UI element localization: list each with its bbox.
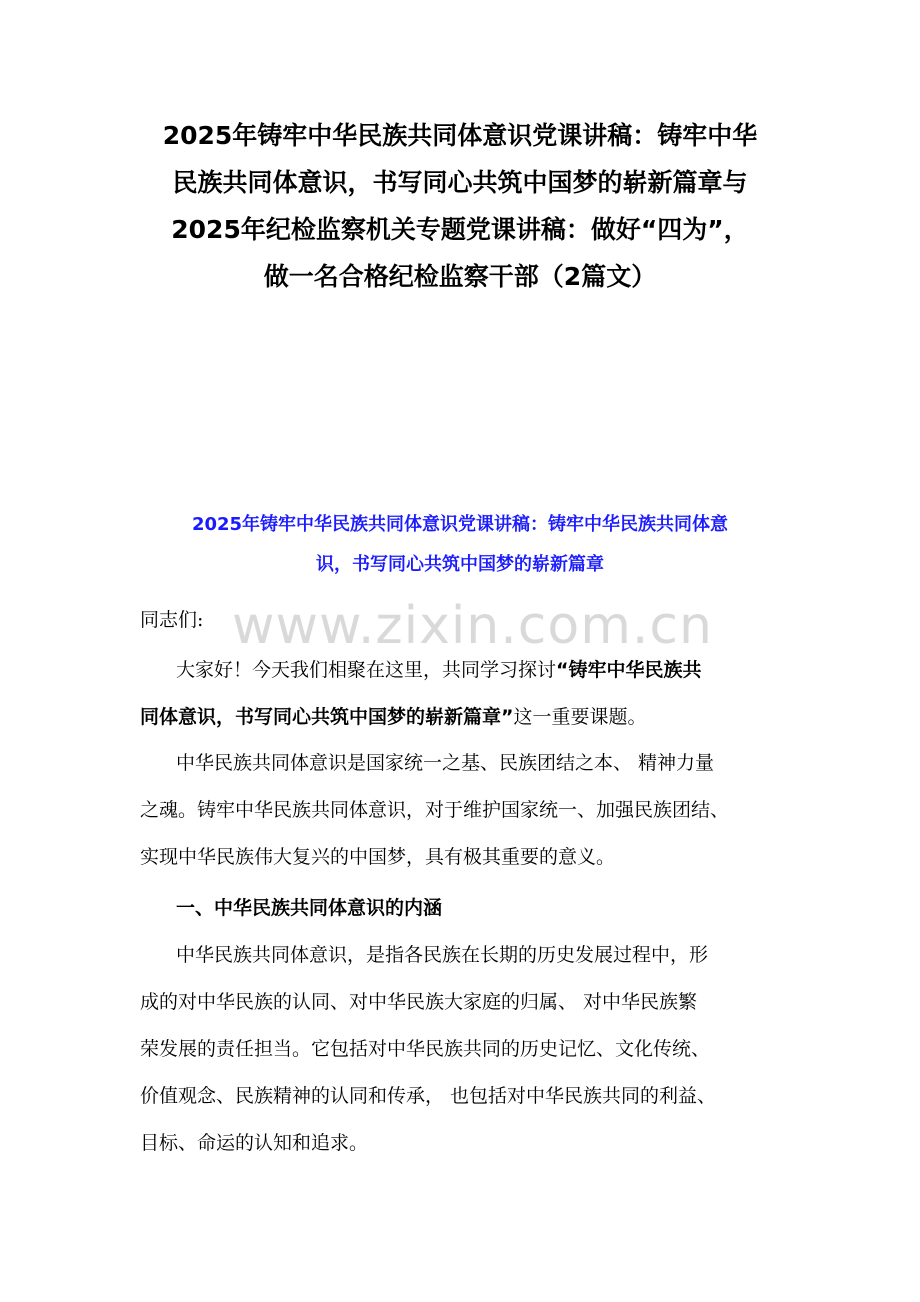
paragraph-line: 实现中华民族伟大复兴的中国梦，具有极其重要的意义。 <box>140 846 616 868</box>
emphasis-text: “铸牢中华民族共 <box>556 659 702 681</box>
section-heading-text: 一、中华民族共同体意识的内涵 <box>176 897 443 919</box>
section-title <box>130 505 790 585</box>
paragraph-line: 成的对中华民族的认同、对中华民族大家庭的归属、 对中华民族繁 <box>140 991 698 1013</box>
section-heading <box>140 885 790 932</box>
document-title-line: 2025年铸牢中华民族共同体意识党课讲稿：铸牢中华 <box>162 121 758 150</box>
document-title-line: 民族共同体意识，书写同心共筑中国梦的崭新篇章与 <box>172 168 748 197</box>
section-title-line: 2025年铸牢中华民族共同体意识党课讲稿：铸牢中华民族共同体意 <box>191 514 729 535</box>
greeting-text: 同志们: <box>140 609 204 631</box>
paragraph-line: 之魂。铸牢中华民族共同体意识，对于维护国家统一、加强民族团结、 <box>140 799 730 821</box>
plain-text: 大家好！今天我们相聚在这里，共同学习探讨 <box>176 659 557 681</box>
paragraph-definition <box>140 932 790 1167</box>
paragraph-intro <box>140 647 790 741</box>
paragraph-line: 荣发展的责任担当。它包括对中华民族共同的历史记忆、文化传统、 <box>140 1038 711 1060</box>
document-title-line: 做一名合格纪检监察干部（2篇文） <box>263 262 657 291</box>
paragraph-line: 中华民族共同体意识，是指各民族在长期的历史发展过程中，形 <box>176 944 709 966</box>
paragraph-line <box>140 647 790 694</box>
watermark: www.zixin.com.cn <box>232 596 713 656</box>
emphasis-text: 同体意识，书写同心共筑中国梦的崭新篇章” <box>140 706 514 728</box>
paragraph-line: 中华民族共同体意识是国家统一之基、民族团结之本、 精神力量 <box>176 752 715 774</box>
section-title-line: 识，书写同心共筑中国梦的崭新篇章 <box>316 554 604 575</box>
plain-text: 这一重要课题。 <box>513 706 647 728</box>
paragraph-line <box>140 694 790 741</box>
document-title <box>120 112 800 300</box>
greeting <box>140 597 790 644</box>
paragraph-line: 价值观念、民族精神的认同和传承， 也包括对中华民族共同的利益、 <box>140 1085 717 1107</box>
paragraph-significance <box>140 740 790 881</box>
document-title-line: 2025年纪检监察机关专题党课讲稿：做好“四为”， <box>171 215 749 244</box>
paragraph-line: 目标、命运的认知和追求。 <box>140 1132 369 1154</box>
